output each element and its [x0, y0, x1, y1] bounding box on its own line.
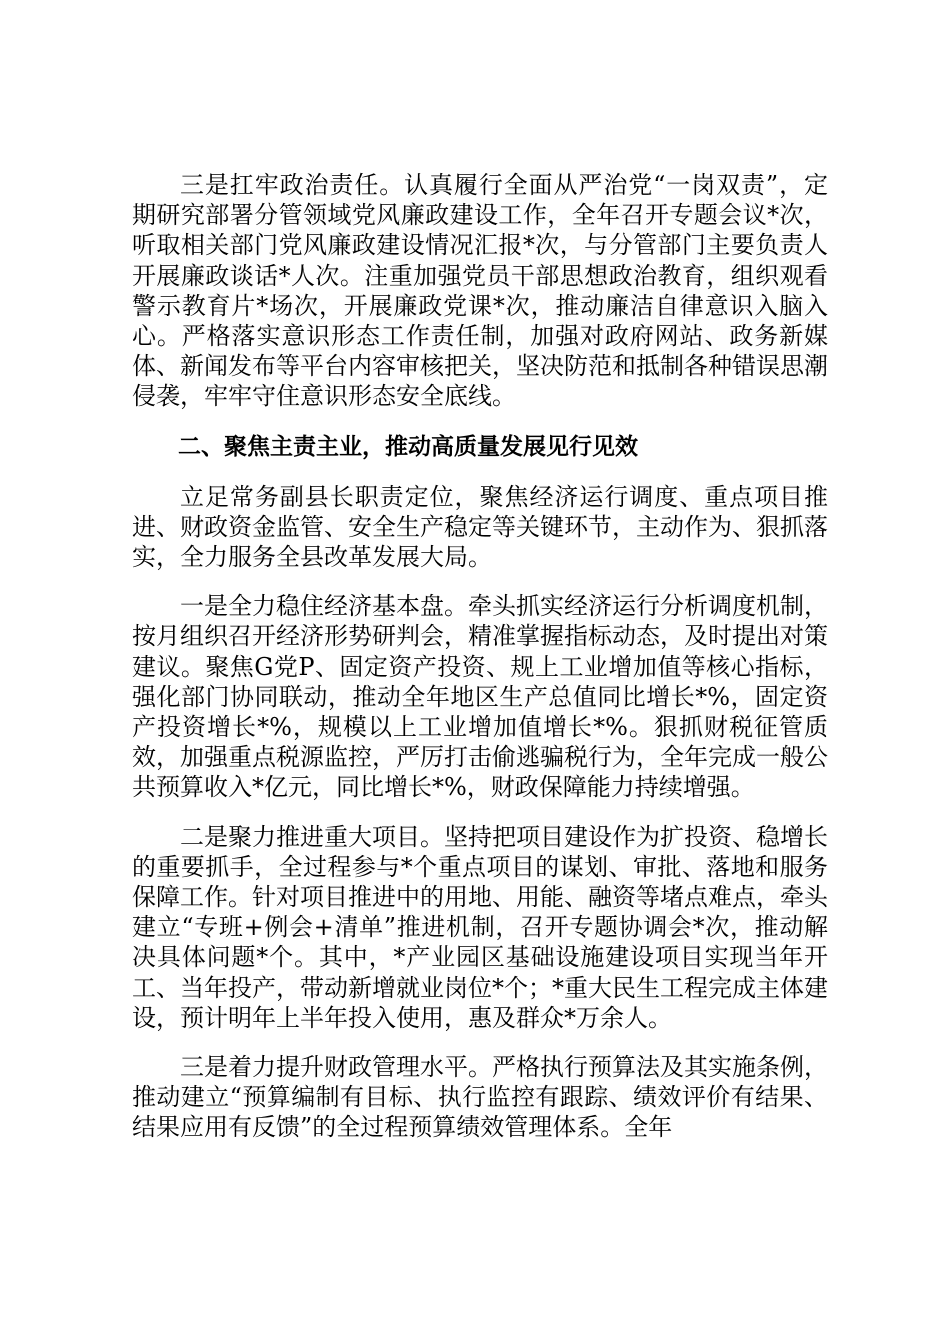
paragraph-major-projects: 二是聚力推进重大项目。坚持把项目建设作为扩投资、稳增长的重要抓手，全过程参与*个重点项目的谋划、审批、落地和服务保障工作。针对项目推进中的用地、用能、融资等堵点难点，牵头建立“专班+例会+清单”推进机制，召开专题协调会*次，推动解决具体问题*个。其中，*产业园区基础设施建设项目实现当年开工、当年投产，带动新增就业岗位*个；*重大民生工程完成主体建设，预计明年上半年投入使用，惠及群众*万余人。 — [132, 822, 828, 1032]
paragraph-fiscal-management: 三是着力提升财政管理水平。严格执行预算法及其实施条例，推动建立“预算编制有目标、执行监控有跟踪、绩效评价有结果、结果应用有反馈”的全过程预算绩效管理体系。全年 — [132, 1053, 828, 1142]
section-heading-main-duties: 二、聚焦主责主业，推动高质量发展见行见效 — [178, 433, 638, 460]
paragraph-stabilize-economy: 一是全力稳住经济基本盘。牵头抓实经济运行分析调度机制，按月组织召开经济形势研判会，精准掌握指标动态，及时提出对策建议。聚焦G党P、固定资产投资、规上工业增加值等核心指标，强化部门协同联动，推动全年地区生产总值同比增长*%，固定资产投资增长*%，规模以上工业增加值增长*%。狠抓财税征管质效，加强重点税源监控，严厉打击偷逃骗税行为，全年完成一般公共预算收入*亿元，同比增长*%，财政保障能力持续增强。 — [132, 592, 828, 802]
paragraph-section-intro: 立足常务副县长职责定位，聚焦经济运行调度、重点项目推进、财政资金监管、安全生产稳定等关键环节，主动作为、狠抓落实，全力服务全县改革发展大局。 — [132, 482, 828, 572]
paragraph-political-responsibility: 三是扛牢政治责任。认真履行全面从严治党“一岗双责”，定期研究部署分管领域党风廉政建设工作，全年召开专题会议*次，听取相关部门党风廉政建设情况汇报*次，与分管部门主要负责人开展廉政谈话*人次。注重加强党员干部思想政治教育，组织观看警示教育片*场次，开展廉政党课*次，推动廉洁自律意识入脑入心。严格落实意识形态工作责任制，加强对政府网站、政务新媒体、新闻发布等平台内容审核把关，坚决防范和抵制各种错误思潮侵袭，牢牢守住意识形态安全底线。 — [132, 171, 828, 411]
document-page — [132, 170, 828, 1162]
